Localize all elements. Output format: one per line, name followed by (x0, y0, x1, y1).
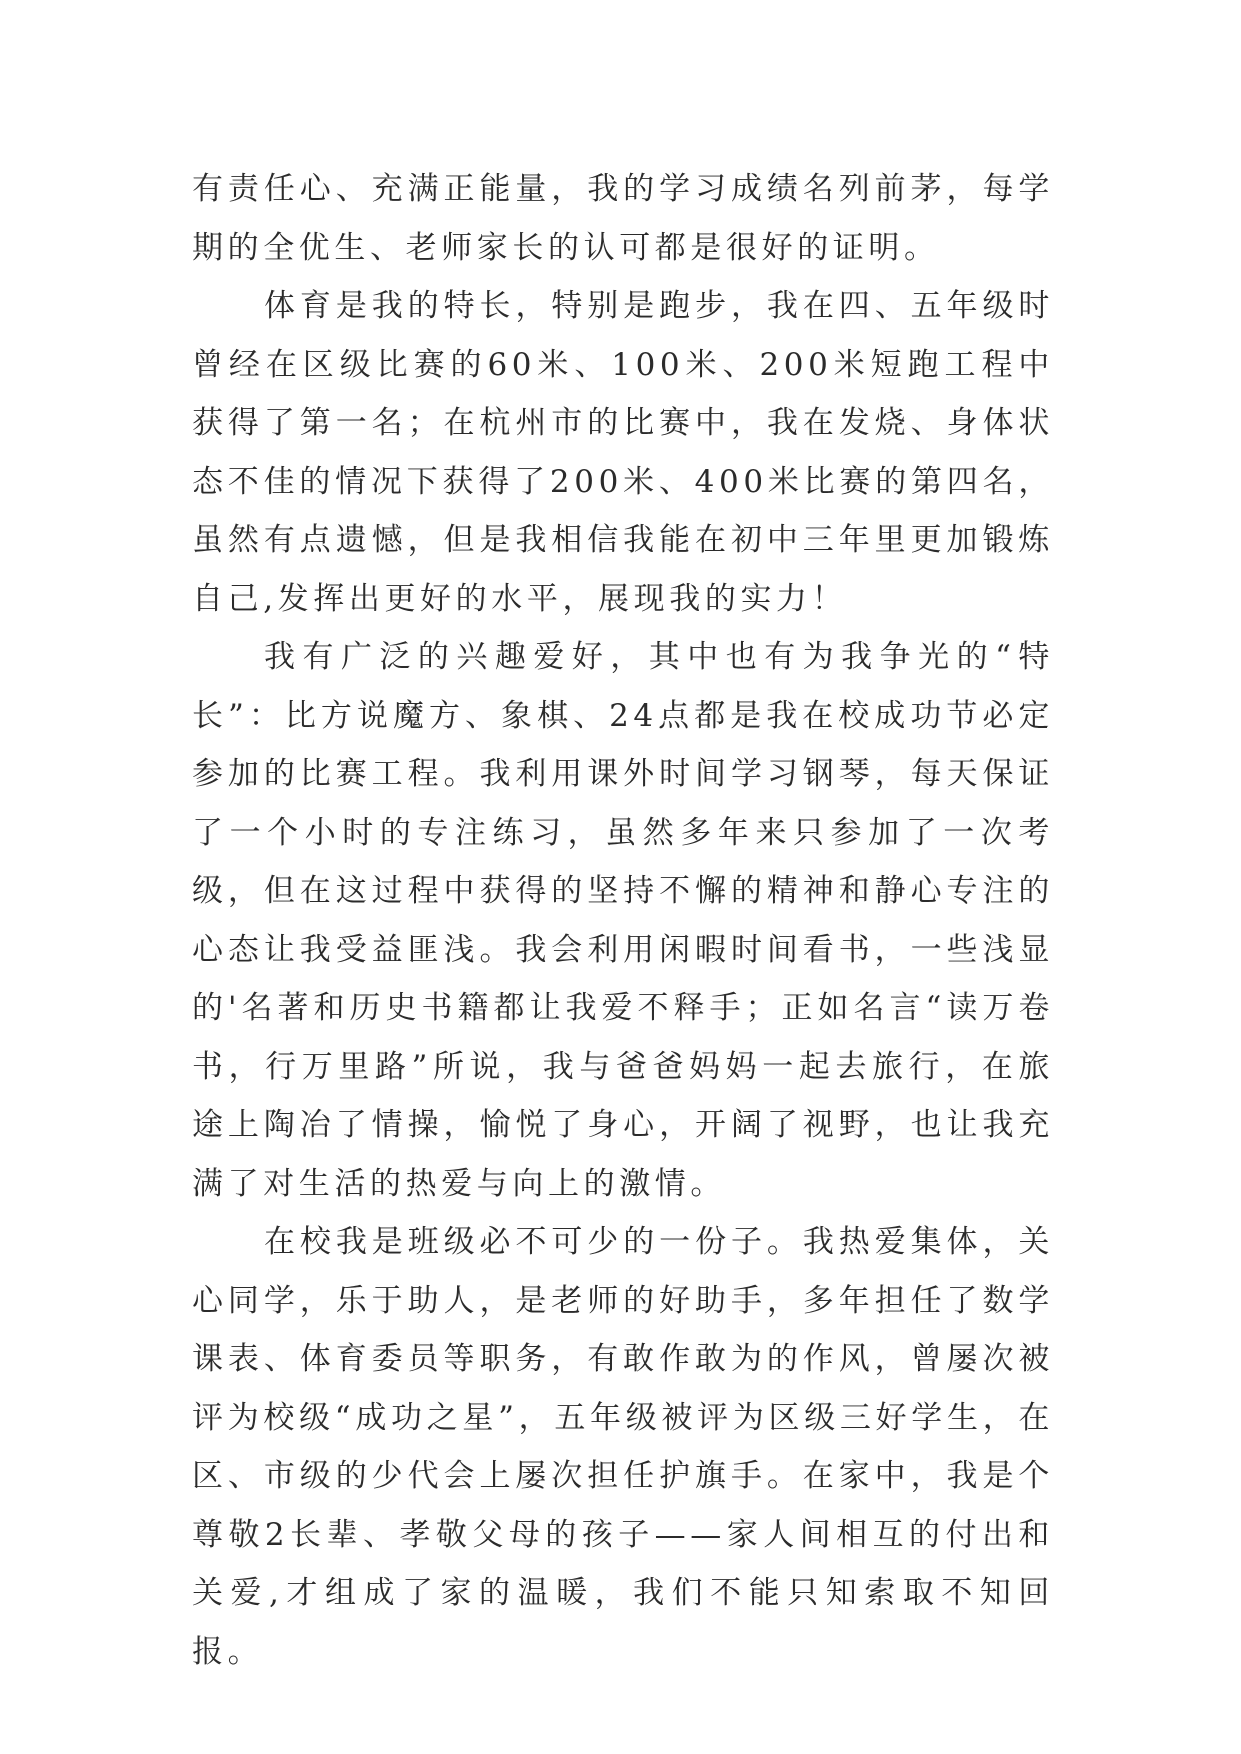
paragraph-school-and-family: 在校我是班级必不可少的一份子。我热爱集体，关心同学，乐于助人，是老师的好助手，多年担任了数学课表、体育委员等职务，有敢作敢为的作风，曾屡次被评为校级“成功之星”，五年级被评为区级三好学生，在区、市级的少代会上屡次担任护旗手。在家中，我是个尊敬2长辈、孝敬父母的孩子——家人间相互的付出和关爱,才组成了家的温暖，我们不能只知索取不知回报。 (192, 1224, 1054, 1670)
paragraph-responsibility: 有责任心、充满正能量，我的学习成绩名列前茅，每学期的全优生、老师家长的认可都是很好的证明。 (192, 171, 1054, 266)
paragraph-sports: 体育是我的特长，特别是跑步，我在四、五年级时曾经在区级比赛的60米、100米、200米短跑工程中获得了第一名；在杭州市的比赛中，我在发烧、身体状态不佳的情况下获得了200米、400米比赛的第四名，虽然有点遗憾，但是我相信我能在初中三年里更加锻炼自己,发挥出更好的水平，展现我的实力！ (192, 288, 1054, 617)
document-body (192, 160, 1054, 1681)
paragraph-hobbies: 我有广泛的兴趣爱好，其中也有为我争光的“特长”：比方说魔方、象棋、24点都是我在校成功节必定参加的比赛工程。我利用课外时间学习钢琴，每天保证了一个小时的专注练习，虽然多年来只参加了一次考级，但在这过程中获得的坚持不懈的精神和静心专注的心态让我受益匪浅。我会利用闲暇时间看书，一些浅显的'名著和历史书籍都让我爱不释手；正如名言“读万卷书，行万里路”所说，我与爸爸妈妈一起去旅行，在旅途上陶冶了情操，愉悦了身心，开阔了视野，也让我充满了对生活的热爱与向上的激情。 (192, 639, 1054, 1202)
